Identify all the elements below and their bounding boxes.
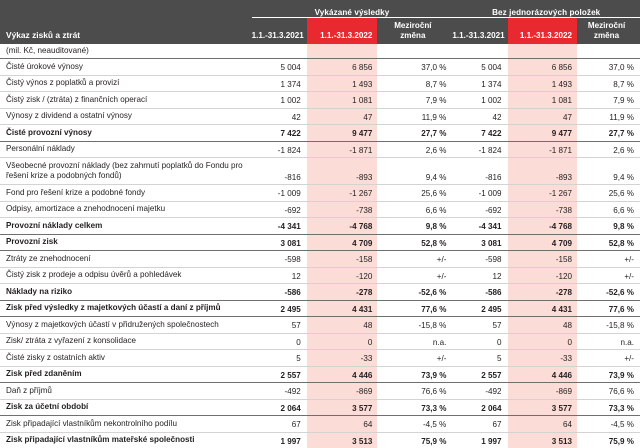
row-label: Výnosy z dividend a ostatní výnosy [0, 108, 252, 125]
row-value-col2: -1 871 [307, 141, 378, 158]
col-header-reported-2022: 1.1.-31.3.2022 [307, 18, 378, 45]
row-value-col5: 1 081 [508, 92, 578, 109]
row-value-col2: -120 [307, 267, 378, 284]
row-label: Zisk před zdaněním [0, 366, 252, 383]
row-value-col6: -15,8 % [577, 317, 640, 334]
row-value-col4: 1 374 [452, 75, 507, 92]
table-row [0, 267, 640, 284]
row-value-col4: -586 [452, 284, 507, 301]
row-value-col4: 5 [452, 350, 507, 367]
row-label: Provozní zisk [0, 234, 252, 251]
row-value-col3: 77,6 % [377, 300, 452, 317]
row-value-col3: +/- [377, 251, 452, 268]
row-value-col3: +/- [377, 267, 452, 284]
row-value-col3: 76,6 % [377, 383, 452, 400]
row-label: Čistý zisk / (ztráta) z finančních operací [0, 92, 252, 109]
row-value-col1: 12 [252, 267, 307, 284]
row-value-col1: 42 [252, 108, 307, 125]
row-value-col4: 57 [452, 317, 507, 334]
row-value-col1: -816 [252, 158, 307, 185]
col-header-adjusted-2022: 1.1.-31.3.2022 [508, 18, 578, 45]
row-value-col1: 7 422 [252, 125, 307, 142]
table-row [0, 366, 640, 383]
table-row [0, 284, 640, 301]
col-header-adjusted-change-line2: změna [577, 31, 636, 41]
row-label: Daň z příjmů [0, 383, 252, 400]
col-header-reported-change-line1: Meziroční [377, 21, 448, 31]
row-value-col6: 2,6 % [577, 141, 640, 158]
col-header-adjusted-change-line1: Meziroční [577, 21, 636, 31]
row-value-col3: 25,6 % [377, 185, 452, 202]
row-value-col1: 3 081 [252, 234, 307, 251]
row-value-col1: 5 004 [252, 59, 307, 76]
row-value-col1: -1 009 [252, 185, 307, 202]
row-value-col5: 48 [508, 317, 578, 334]
table-row [0, 141, 640, 158]
row-value-col2: 6 856 [307, 59, 378, 76]
row-value-col6: -52,6 % [577, 284, 640, 301]
row-value-col5: 9 477 [508, 125, 578, 142]
row-value-col6: 73,3 % [577, 399, 640, 416]
row-value-col3: 2,6 % [377, 141, 452, 158]
col-header-reported-2021: 1.1.-31.3.2021 [252, 18, 307, 45]
row-label: Zisk za účetní období [0, 399, 252, 416]
table-row [0, 383, 640, 400]
row-value-col5: -278 [508, 284, 578, 301]
row-value-col5: -893 [508, 158, 578, 185]
row-value-col4: 12 [452, 267, 507, 284]
table-row [0, 300, 640, 317]
table-row [0, 108, 640, 125]
row-value-col6: 27,7 % [577, 125, 640, 142]
row-value-col2: 47 [307, 108, 378, 125]
row-label: Provozní náklady celkem [0, 218, 252, 235]
row-value-col5: 6 856 [508, 59, 578, 76]
row-value-col5: 4 431 [508, 300, 578, 317]
row-value-col6: 76,6 % [577, 383, 640, 400]
row-value-col4: -692 [452, 201, 507, 218]
table-row [0, 350, 640, 367]
group-header-row [0, 0, 640, 18]
table-row [0, 218, 640, 235]
table-row [0, 234, 640, 251]
row-value-col5: -33 [508, 350, 578, 367]
row-value-col5: 1 493 [508, 75, 578, 92]
table-title: Výkaz zisků a ztrát [0, 18, 252, 45]
row-value-col4: 1 997 [452, 432, 507, 448]
row-value-col6: 6,6 % [577, 201, 640, 218]
row-value-col5: 64 [508, 416, 578, 433]
row-value-col1: 1 374 [252, 75, 307, 92]
row-value-col1: 57 [252, 317, 307, 334]
row-label: Fond pro řešení krize a podobné fondy [0, 185, 252, 202]
row-value-col2: 9 477 [307, 125, 378, 142]
row-value-col4: 0 [452, 333, 507, 350]
row-label: Zisk připadající vlastníkům nekontrolního podílu [0, 416, 252, 433]
units-spacer-2 [307, 44, 378, 59]
row-value-col4: 3 081 [452, 234, 507, 251]
row-value-col2: 3 577 [307, 399, 378, 416]
units-caption-row [0, 44, 640, 59]
row-label: Odpisy, amortizace a znehodnocení majetku [0, 201, 252, 218]
table-row [0, 333, 640, 350]
row-value-col3: -4,5 % [377, 416, 452, 433]
row-value-col3: -15,8 % [377, 317, 452, 334]
row-value-col2: -33 [307, 350, 378, 367]
row-label: Zisk před výsledky z majetkových účastí a daní z příjmů [0, 300, 252, 317]
row-value-col4: -598 [452, 251, 507, 268]
row-label: Čistý zisk z prodeje a odpisu úvěrů a pohledávek [0, 267, 252, 284]
row-value-col1: -598 [252, 251, 307, 268]
col-header-reported-change-line2: změna [377, 31, 448, 41]
row-value-col5: -738 [508, 201, 578, 218]
row-value-col2: 1 081 [307, 92, 378, 109]
row-value-col2: 1 493 [307, 75, 378, 92]
row-value-col3: 37,0 % [377, 59, 452, 76]
row-value-col6: 11,9 % [577, 108, 640, 125]
table-row [0, 416, 640, 433]
row-value-col3: +/- [377, 350, 452, 367]
row-value-col4: -4 341 [452, 218, 507, 235]
row-value-col5: -158 [508, 251, 578, 268]
row-value-col3: 9,4 % [377, 158, 452, 185]
row-value-col1: -492 [252, 383, 307, 400]
row-value-col5: -869 [508, 383, 578, 400]
row-label: Čisté provozní výnosy [0, 125, 252, 142]
row-value-col3: 7,9 % [377, 92, 452, 109]
row-value-col4: -816 [452, 158, 507, 185]
row-value-col1: 2 064 [252, 399, 307, 416]
row-value-col2: -278 [307, 284, 378, 301]
row-value-col6: 77,6 % [577, 300, 640, 317]
row-value-col2: -738 [307, 201, 378, 218]
row-label: Výnosy z majetkových účastí v přidružených společnostech [0, 317, 252, 334]
row-value-col4: -1 009 [452, 185, 507, 202]
row-value-col6: 75,9 % [577, 432, 640, 448]
table-header [0, 0, 640, 59]
row-value-col6: +/- [577, 251, 640, 268]
row-value-col3: n.a. [377, 333, 452, 350]
table-row [0, 185, 640, 202]
row-value-col1: 2 557 [252, 366, 307, 383]
table-row [0, 201, 640, 218]
col-header-adjusted-change [577, 18, 640, 45]
row-value-col6: 52,8 % [577, 234, 640, 251]
units-caption: (mil. Kč, neauditované) [0, 44, 252, 59]
row-value-col6: 8,7 % [577, 75, 640, 92]
units-spacer-5 [508, 44, 578, 59]
row-value-col1: 2 495 [252, 300, 307, 317]
units-spacer-4 [452, 44, 507, 59]
row-value-col6: 9,8 % [577, 218, 640, 235]
row-value-col2: -1 267 [307, 185, 378, 202]
row-value-col1: -692 [252, 201, 307, 218]
group-header-spacer [0, 0, 252, 18]
row-value-col5: -4 768 [508, 218, 578, 235]
col-header-adjusted-2021: 1.1.-31.3.2021 [452, 18, 507, 45]
row-value-col6: 37,0 % [577, 59, 640, 76]
row-value-col1: 0 [252, 333, 307, 350]
row-value-col4: 2 495 [452, 300, 507, 317]
row-label: Personální náklady [0, 141, 252, 158]
row-value-col4: -1 824 [452, 141, 507, 158]
row-value-col6: n.a. [577, 333, 640, 350]
row-value-col6: 9,4 % [577, 158, 640, 185]
row-value-col3: 73,3 % [377, 399, 452, 416]
row-value-col1: 1 997 [252, 432, 307, 448]
row-value-col4: -492 [452, 383, 507, 400]
table-row [0, 59, 640, 76]
row-value-col6: -4,5 % [577, 416, 640, 433]
row-value-col5: -1 871 [508, 141, 578, 158]
table-row [0, 75, 640, 92]
row-value-col5: 3 577 [508, 399, 578, 416]
row-value-col2: -4 768 [307, 218, 378, 235]
row-value-col4: 2 064 [452, 399, 507, 416]
row-value-col1: -1 824 [252, 141, 307, 158]
table-row [0, 317, 640, 334]
row-value-col5: 4 709 [508, 234, 578, 251]
table-row [0, 251, 640, 268]
row-value-col3: 75,9 % [377, 432, 452, 448]
row-value-col5: 3 513 [508, 432, 578, 448]
row-value-col4: 1 002 [452, 92, 507, 109]
col-header-reported-change [377, 18, 452, 45]
row-value-col2: -893 [307, 158, 378, 185]
row-value-col6: +/- [577, 267, 640, 284]
row-value-col2: -869 [307, 383, 378, 400]
row-value-col5: -1 267 [508, 185, 578, 202]
row-value-col2: 4 446 [307, 366, 378, 383]
row-value-col4: 7 422 [452, 125, 507, 142]
units-spacer-6 [577, 44, 640, 59]
column-header-row [0, 18, 640, 45]
row-label: Čisté úrokové výnosy [0, 59, 252, 76]
row-label: Náklady na riziko [0, 284, 252, 301]
row-value-col5: 4 446 [508, 366, 578, 383]
table-row [0, 399, 640, 416]
row-value-col5: 47 [508, 108, 578, 125]
row-value-col6: +/- [577, 350, 640, 367]
group-header-reported: Vykázané výsledky [252, 0, 453, 18]
row-value-col1: -4 341 [252, 218, 307, 235]
row-value-col3: 11,9 % [377, 108, 452, 125]
row-label: Čisté zisky z ostatních aktiv [0, 350, 252, 367]
row-value-col2: 0 [307, 333, 378, 350]
row-value-col3: -52,6 % [377, 284, 452, 301]
row-label: Všeobecné provozní náklady (bez zahrnutí poplatků do Fondu pro řešení krize a podobných fondů) [0, 158, 252, 185]
row-value-col3: 9,8 % [377, 218, 452, 235]
row-value-col6: 7,9 % [577, 92, 640, 109]
row-value-col2: 4 709 [307, 234, 378, 251]
row-value-col5: 0 [508, 333, 578, 350]
row-value-col3: 52,8 % [377, 234, 452, 251]
table-body [0, 59, 640, 448]
row-value-col1: 67 [252, 416, 307, 433]
row-value-col4: 2 557 [452, 366, 507, 383]
row-value-col3: 73,9 % [377, 366, 452, 383]
units-spacer-3 [377, 44, 452, 59]
row-value-col2: 4 431 [307, 300, 378, 317]
table-row [0, 92, 640, 109]
row-value-col2: 3 513 [307, 432, 378, 448]
group-header-adjusted: Bez jednorázových položek [452, 0, 640, 18]
row-value-col6: 25,6 % [577, 185, 640, 202]
row-value-col3: 8,7 % [377, 75, 452, 92]
row-value-col4: 5 004 [452, 59, 507, 76]
row-value-col3: 6,6 % [377, 201, 452, 218]
row-value-col2: 64 [307, 416, 378, 433]
row-value-col2: -158 [307, 251, 378, 268]
row-value-col5: -120 [508, 267, 578, 284]
row-value-col4: 67 [452, 416, 507, 433]
table-row [0, 158, 640, 185]
row-label: Čistý výnos z poplatků a provizí [0, 75, 252, 92]
row-label: Ztráty ze znehodnocení [0, 251, 252, 268]
row-value-col1: 1 002 [252, 92, 307, 109]
row-value-col6: 73,9 % [577, 366, 640, 383]
units-spacer-1 [252, 44, 307, 59]
row-value-col2: 48 [307, 317, 378, 334]
row-label: Zisk připadající vlastníkům mateřské společnosti [0, 432, 252, 448]
row-label: Zisk/ ztráta z vyřazení z konsolidace [0, 333, 252, 350]
table-row [0, 125, 640, 142]
row-value-col1: 5 [252, 350, 307, 367]
table-row [0, 432, 640, 448]
row-value-col3: 27,7 % [377, 125, 452, 142]
row-value-col4: 42 [452, 108, 507, 125]
row-value-col1: -586 [252, 284, 307, 301]
